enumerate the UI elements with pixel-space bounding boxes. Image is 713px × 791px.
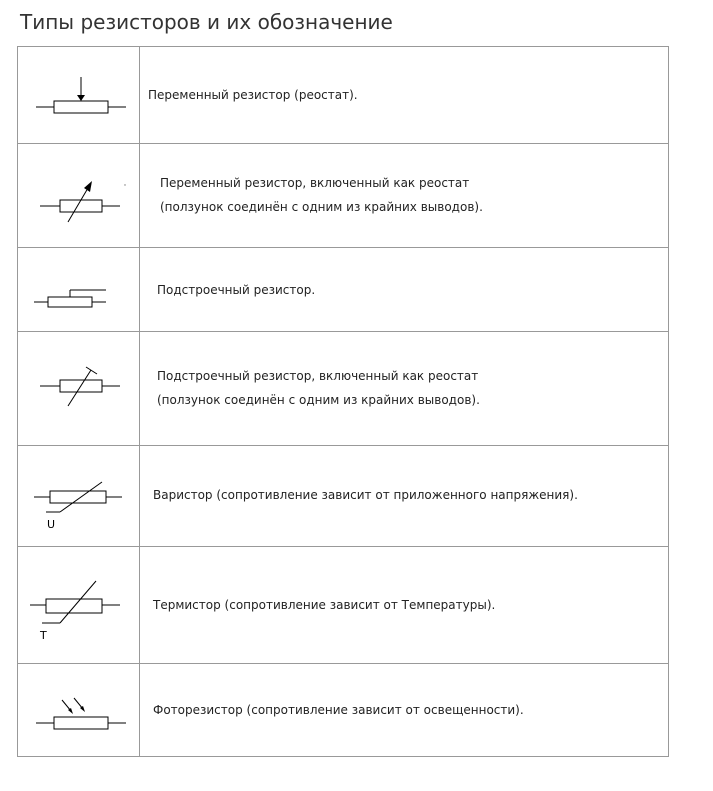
row-description: Термистор (сопротивление зависит от Температуры).	[153, 598, 496, 612]
photoresistor-icon	[18, 664, 140, 756]
resistor-types-table	[17, 46, 669, 757]
trimmer-resistor-icon	[18, 248, 140, 331]
table-row	[18, 663, 668, 756]
row-description: Переменный резистор (реостат).	[148, 88, 358, 102]
page-title: Типы резисторов и их обозначение	[20, 10, 393, 34]
table-row	[18, 546, 668, 663]
varistor-icon	[18, 446, 140, 546]
table-row	[18, 247, 668, 331]
table-row	[18, 331, 668, 445]
table-row	[18, 445, 668, 546]
table-row	[18, 47, 668, 143]
row-description: Подстроечный резистор, включенный как реостат (ползунок соединён с одним из крайних выводов).	[157, 369, 480, 407]
table-row	[18, 143, 668, 247]
variable-resistor-icon	[18, 47, 140, 143]
row-description: Переменный резистор, включенный как реостат (ползунок соединён с одним из крайних выводов).	[160, 176, 483, 214]
thermistor-symbol-label: T	[40, 629, 47, 642]
row-description: Варистор (сопротивление зависит от приложенного напряжения).	[153, 488, 578, 502]
variable-resistor-rheostat-icon	[18, 144, 140, 247]
trimmer-resistor-rheostat-icon	[18, 332, 140, 445]
row-description: Подстроечный резистор.	[157, 283, 316, 297]
thermistor-icon	[18, 547, 140, 663]
row-description: Фоторезистор (сопротивление зависит от освещенности).	[153, 703, 524, 717]
varistor-symbol-label: U	[47, 518, 56, 531]
